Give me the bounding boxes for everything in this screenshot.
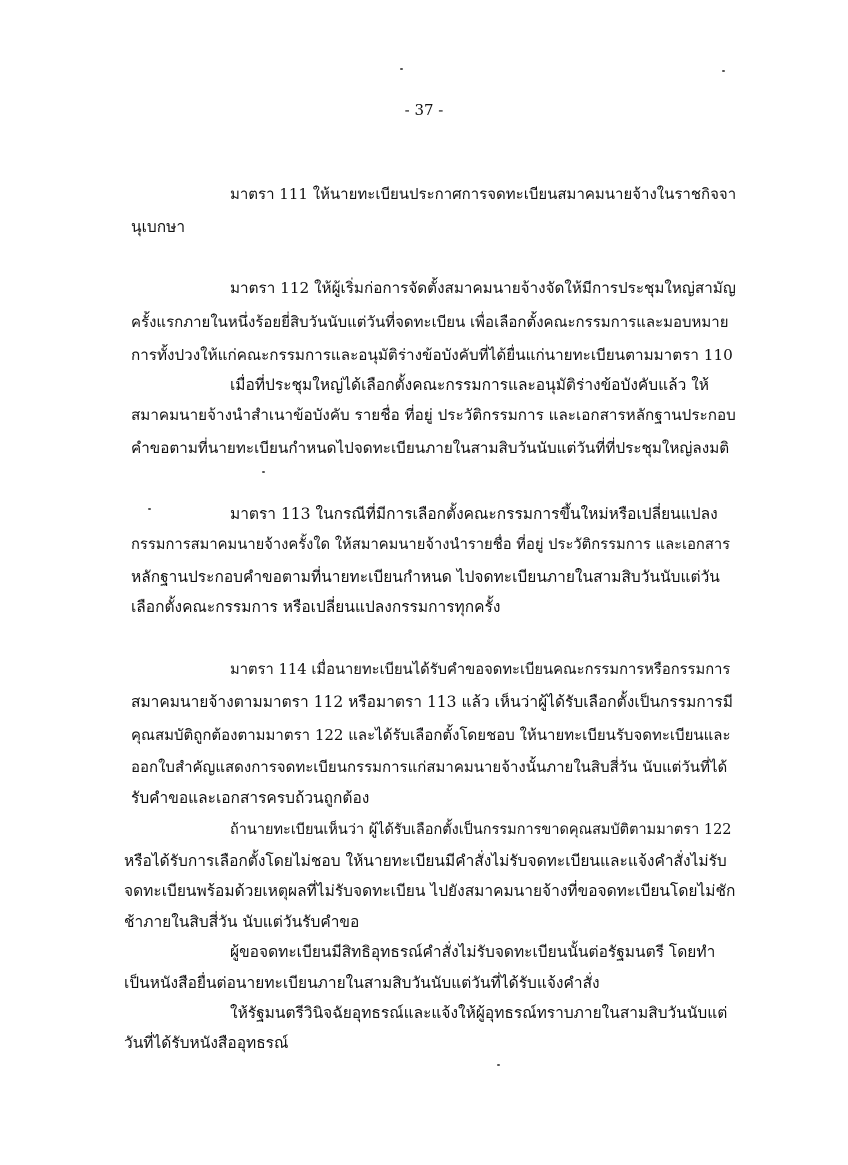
section-114-line-12: ให้รัฐมนตรีวินิจฉัยอุทธรณ์และแจ้งให้ผู้อุทธรณ์ทราบภายในสามสิบวันนับแต่ [230, 1004, 728, 1022]
section-112-line-3: การทั้งปวงให้แก่คณะกรรมการและอนุมัติร่างข้อบังคับที่ได้ยื่นแก่นายทะเบียนตามมาตรา 110 [131, 346, 733, 364]
section-114-line-4: ออกใบสำคัญแสดงการจดทะเบียนกรรมการแก่สมาคมนายจ้างนั้นภายในสิบสี่วัน นับแต่วันที่ได้ [131, 758, 728, 776]
scan-speck [400, 68, 403, 70]
section-112-line-1: มาตรา 112 ให้ผู้เริ่มก่อการจัดตั้งสมาคมนายจ้างจัดให้มีการประชุมใหญ่สามัญ [230, 279, 736, 297]
section-114-line-13: วันที่ได้รับหนังสืออุทธรณ์ [124, 1034, 289, 1052]
section-114-line-6: ถ้านายทะเบียนเห็นว่า ผู้ได้รับเลือกตั้งเป็นกรรมการขาดคุณสมบัติตามมาตรา 122 [230, 822, 732, 838]
section-114-line-2: สมาคมนายจ้างตามมาตรา 112 หรือมาตรา 113 แล้ว เห็นว่าผู้ได้รับเลือกตั้งเป็นกรรมการมี [131, 693, 733, 711]
scan-speck [148, 508, 151, 510]
section-114-line-11: เป็นหนังสือยื่นต่อนายทะเบียนภายในสามสิบวันนับแต่วันที่ได้รับแจ้งคำสั่ง [124, 974, 600, 992]
section-114-line-3: คุณสมบัติถูกต้องตามมาตรา 122 และได้รับเลือกตั้งโดยชอบ ให้นายทะเบียนรับจดทะเบียนและ [131, 726, 731, 744]
section-114-line-9: ช้าภายในสิบสี่วัน นับแต่วันรับคำขอ [124, 913, 360, 931]
section-111-line-2: นุเบกษา [131, 218, 186, 236]
section-114-line-1: มาตรา 114 เมื่อนายทะเบียนได้รับคำขอจดทะเบียนคณะกรรมการหรือกรรมการ [230, 661, 731, 678]
section-112-line-6: คำขอตามที่นายทะเบียนกำหนดไปจดทะเบียนภายในสามสิบวันนับแต่วันที่ที่ประชุมใหญ่ลงมติ [131, 439, 730, 457]
scan-speck [722, 70, 725, 72]
page-number: - 37 - [404, 101, 444, 119]
section-113-line-2: กรรมการสมาคมนายจ้างครั้งใด ให้สมาคมนายจ้างนำรายชื่อ ที่อยู่ ประวัติกรรมการ และเอกสาร [131, 536, 731, 553]
section-114-line-8: จดทะเบียนพร้อมด้วยเหตุผลที่ไม่รับจดทะเบียน ไปยังสมาคมนายจ้างที่ขอจดทะเบียนโดยไม่ชัก [124, 882, 736, 900]
section-114-line-5: รับคำขอและเอกสารครบถ้วนถูกต้อง [131, 789, 370, 807]
section-114-line-7: หรือได้รับการเลือกตั้งโดยไม่ชอบ ให้นายทะเบียนมีคำสั่งไม่รับจดทะเบียนและแจ้งคำสั่งไม่รับ [124, 852, 727, 870]
section-112-line-2: ครั้งแรกภายในหนึ่งร้อยยี่สิบวันนับแต่วันที่จดทะเบียน เพื่อเลือกตั้งคณะกรรมการและมอบหมาย [131, 313, 729, 331]
section-113-line-4: เลือกตั้งคณะกรรมการ หรือเปลี่ยนแปลงกรรมการทุกครั้ง [131, 598, 501, 616]
scan-speck [497, 1064, 500, 1066]
section-113-line-3: หลักฐานประกอบคำขอตามที่นายทะเบียนกำหนด ไปจดทะเบียนภายในสามสิบวันนับแต่วัน [131, 568, 720, 586]
scan-speck [262, 471, 265, 473]
section-113-line-1: มาตรา 113 ในกรณีที่มีการเลือกตั้งคณะกรรมการขึ้นใหม่หรือเปลี่ยนแปลง [230, 505, 718, 523]
section-111-line-1: มาตรา 111 ให้นายทะเบียนประกาศการจดทะเบียนสมาคมนายจ้างในราชกิจจา [230, 185, 737, 203]
section-112-line-5: สมาคมนายจ้างนำสำเนาข้อบังคับ รายชื่อ ที่อยู่ ประวัติกรรมการ และเอกสารหลักฐานประกอบ [131, 406, 736, 424]
section-112-line-4: เมื่อที่ประชุมใหญ่ได้เลือกตั้งคณะกรรมการและอนุมัติร่างข้อบังคับแล้ว ให้ [230, 376, 710, 394]
section-114-line-10: ผู้ขอจดทะเบียนมีสิทธิอุทธรณ์คำสั่งไม่รับจดทะเบียนนั้นต่อรัฐมนตรี โดยทำ [230, 943, 716, 961]
